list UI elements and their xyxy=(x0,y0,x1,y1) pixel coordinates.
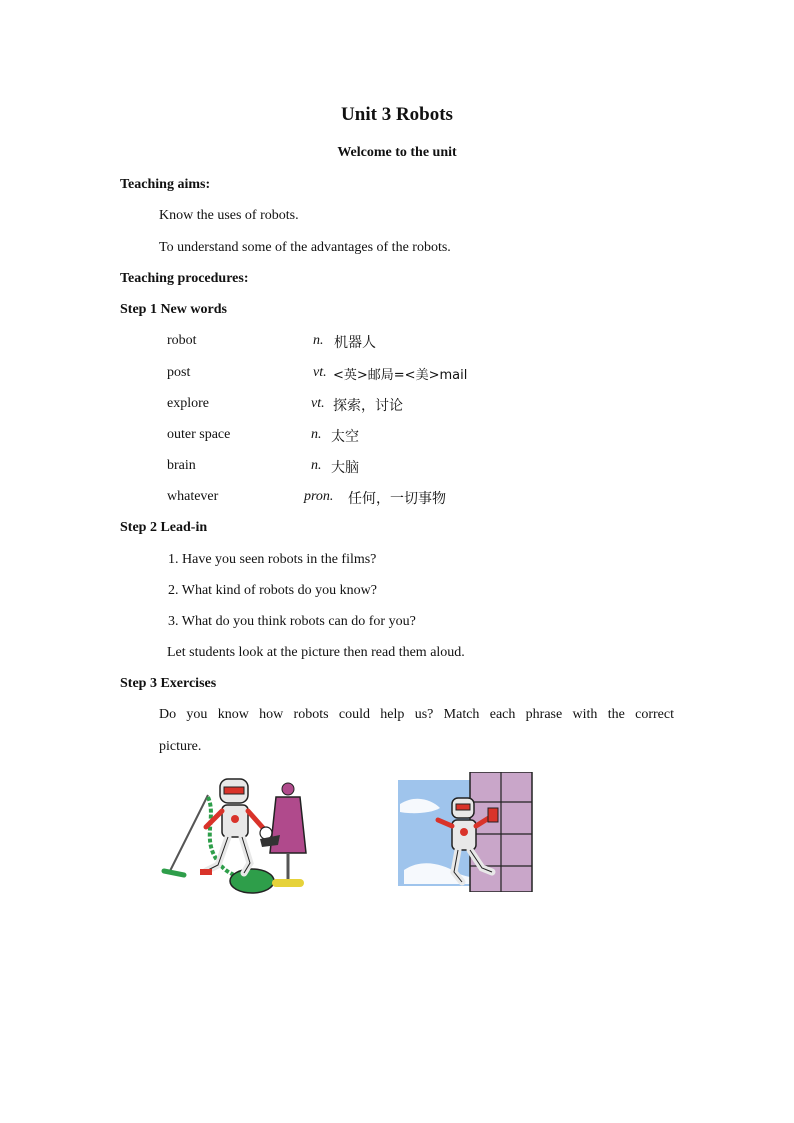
vocab-meaning: 大脑 xyxy=(331,460,359,476)
exercise-instruction-cont: picture. xyxy=(159,739,202,754)
leadin-note: Let students look at the picture then read them aloud. xyxy=(167,645,465,660)
vocab-pos: pron. xyxy=(304,489,334,504)
vocab-meaning: 探索，讨论 xyxy=(333,398,403,414)
step1-heading: Step 1 New words xyxy=(120,302,227,317)
vocab-meaning: 太空 xyxy=(331,429,359,445)
housework-robot-image xyxy=(160,775,312,897)
vocab-meaning: 任何，一切事物 xyxy=(348,491,446,507)
vocab-word: robot xyxy=(167,333,197,348)
leadin-question: 2. What kind of robots do you know? xyxy=(168,583,377,598)
vocab-pos: vt. xyxy=(313,365,327,380)
leadin-question: 1. Have you seen robots in the films? xyxy=(168,552,377,567)
vocab-word: post xyxy=(167,365,191,380)
vocab-word: explore xyxy=(167,396,209,411)
aim-item: To understand some of the advantages of the robots. xyxy=(159,240,451,255)
vocab-word: brain xyxy=(167,458,196,473)
vocab-word: outer space xyxy=(167,427,231,442)
vocab-pos: vt. xyxy=(311,396,325,411)
exercise-instruction: Do you know how robots could help us? Match each phrase with the correct xyxy=(159,707,674,722)
page-title: Unit 3 Robots xyxy=(341,104,453,125)
vocab-word: whatever xyxy=(167,489,219,504)
leadin-question: 3. What do you think robots can do for you? xyxy=(168,614,416,629)
step3-heading: Step 3 Exercises xyxy=(120,676,217,691)
vocab-meaning: <英>邮局=<美>mail xyxy=(333,368,468,383)
teaching-procedures-heading: Teaching procedures: xyxy=(120,271,249,286)
teaching-aims-heading: Teaching aims: xyxy=(120,177,211,192)
vocab-pos: n. xyxy=(311,427,322,442)
window-cleaning-robot-image xyxy=(398,772,534,892)
aim-item: Know the uses of robots. xyxy=(159,208,299,223)
step2-heading: Step 2 Lead-in xyxy=(120,520,208,535)
vocab-meaning: 机器人 xyxy=(334,335,376,351)
vocab-pos: n. xyxy=(311,458,322,473)
vocab-pos: n. xyxy=(313,333,324,348)
page-subtitle: Welcome to the unit xyxy=(337,145,457,160)
